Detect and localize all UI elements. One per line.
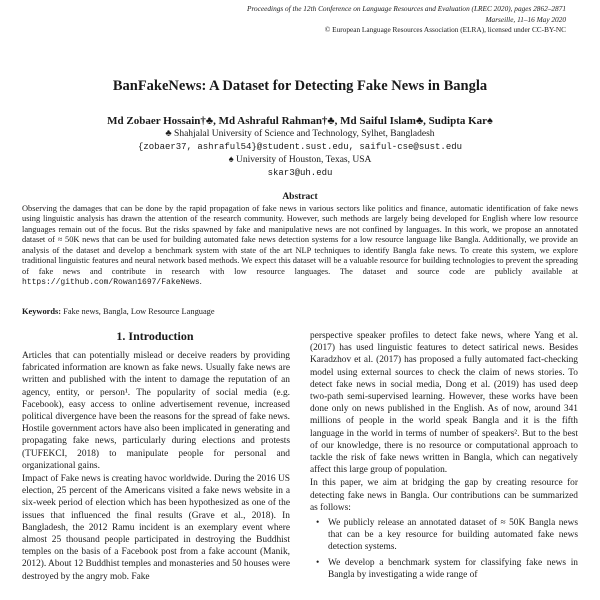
intro-paragraph-1: Articles that can potentially mislead or deceive readers by providing fabricated information are known as fake news. Usually fake news are written and published with the intent to damage the reputation of an agency, entity, or person¹. The popularity of social media (e.g. Facebook), easy access to online advertisement revenue, increased political divergence have been the reasons for the spread of fake news. Hostile government actors have also been implicated in generating and propagating fake news, particularly during elections and protests (TUFEKCI, 2018) to manipulate people for personal and organizational gains.	[22, 351, 290, 471]
paper-title: BanFakeNews: A Dataset for Detecting Fake News in Bangla	[112, 78, 488, 94]
intro-paragraph-2: Impact of Fake news is creating havoc worldwide. During the 2016 US election, 25 percent of the Americans visited a fake news website in a six-week period of election which has been hypothesized as one of the issues that influenced the final results (Grave et al., 2018). In Bangladesh, the 2012 Ramu incident is an exemplary event where almost 25 thousand people participated in destroying the Buddhist temples on the basis of a Facebook post from a fake account (Manik, 2012). About 12 Buddhist temples and monasteries and 50 houses were destroyed by the angry mob. Fake	[22, 474, 290, 582]
bullet-icon: •	[316, 518, 320, 529]
affiliation-sust: ♣ Shahjalal University of Science and Technology, Sylhet, Bangladesh	[165, 129, 435, 139]
list-item	[316, 517, 578, 554]
intro-paragraph-3: perspective speaker profiles to detect fake news, where Yang et al. (2017) has used linguistic features to detect satirical news. Besides Karadzhov et al. (2017) has proposed a fully automated fact-checking model using external sources to check the claim of news stories. To detect fake news in social media, Dong et al. (2019) has used deep two-path semi-supervised learning. However, these works have been done only on news published in the English. As of now, around 341 millions of people in the world speak Bangla and it is the fifth language in the world in terms of number of speakers². But to the best of our knowledge, there is no resource or computational approach to tackle the risk of fake news written in Bangla, which can negatively affect this large group of population.	[310, 331, 578, 476]
venue-line: Marseille, 11–16 May 2020	[485, 14, 566, 24]
emails-sust: {zobaer37, ashraful54}@student.sust.edu, saiful-cse@sust.edu	[137, 142, 463, 152]
contribution-text: We publicly release an annotated dataset of ≈ 50K Bangla news that can be a key resource for building automated fake news detection systems.	[328, 518, 578, 553]
proceedings-line: Proceedings of the 12th Conference on Language Resources and Evaluation (LREC 2020), pages 2862–2871	[247, 4, 566, 13]
right-column	[310, 330, 578, 584]
bullet-icon: •	[316, 557, 320, 568]
abstract-body	[22, 204, 578, 289]
list-item	[316, 557, 578, 581]
abstract-end: .	[199, 277, 202, 287]
author-list: Md Zobaer Hossain†♣, Md Ashraful Rahman†♣, Md Saiful Islam♣, Sudipta Kar♠	[107, 115, 493, 127]
contribution-text: We develop a benchmark system for classifying fake news in Bangla by investigating a wide range of	[328, 557, 578, 580]
dataset-link[interactable]: https://github.com/Rowan1697/FakeNews	[22, 278, 200, 288]
contribution-list	[310, 517, 578, 581]
affiliation-uh: ♠ University of Houston, Texas, USA	[228, 155, 372, 165]
abstract-text: Observing the damages that can be done by the rapid propagation of fake news in various sectors like politics and finance, automatic identification of fake news using linguistic analysis has drawn the attention of the research community. However, such methods are largely being developed for English where low resource languages remain out of the focus. But the risks spawned by fake and manipulative news are not confined by languages. In this work, we propose an annotated dataset of ≈ 50K news that can be used for building automated fake news detection systems for a low resource language like Bangla. Additionally, we provide an analysis of the dataset and develop a benchmark system with state of the art NLP techniques to identify Bangla fake news. To create this system, we explore traditional linguistic features and neural network based methods. We expect this dataset will be a valuable resource for building technologies to prevent the spreading of fake news and contribute in research with low resource languages. The dataset and source code are publicly available at	[22, 204, 578, 276]
intro-paragraph-4: In this paper, we aim at bridging the gap by creating resource for detecting fake news in Bangla. Our contributions can be summarized as follows:	[310, 478, 578, 513]
keywords-label: Keywords:	[22, 307, 62, 316]
proceedings-header	[186, 4, 566, 36]
email-uh: skar3@uh.edu	[267, 168, 333, 178]
left-column	[22, 350, 290, 584]
keywords-text: Fake news, Bangla, Low Resource Language	[63, 307, 215, 316]
abstract-heading: Abstract	[282, 192, 318, 202]
copyright-line: © European Language Resources Association (ELRA), licensed under CC-BY-NC	[324, 25, 566, 34]
keywords	[22, 307, 578, 317]
section-heading-introduction: 1. Introduction	[116, 329, 194, 343]
